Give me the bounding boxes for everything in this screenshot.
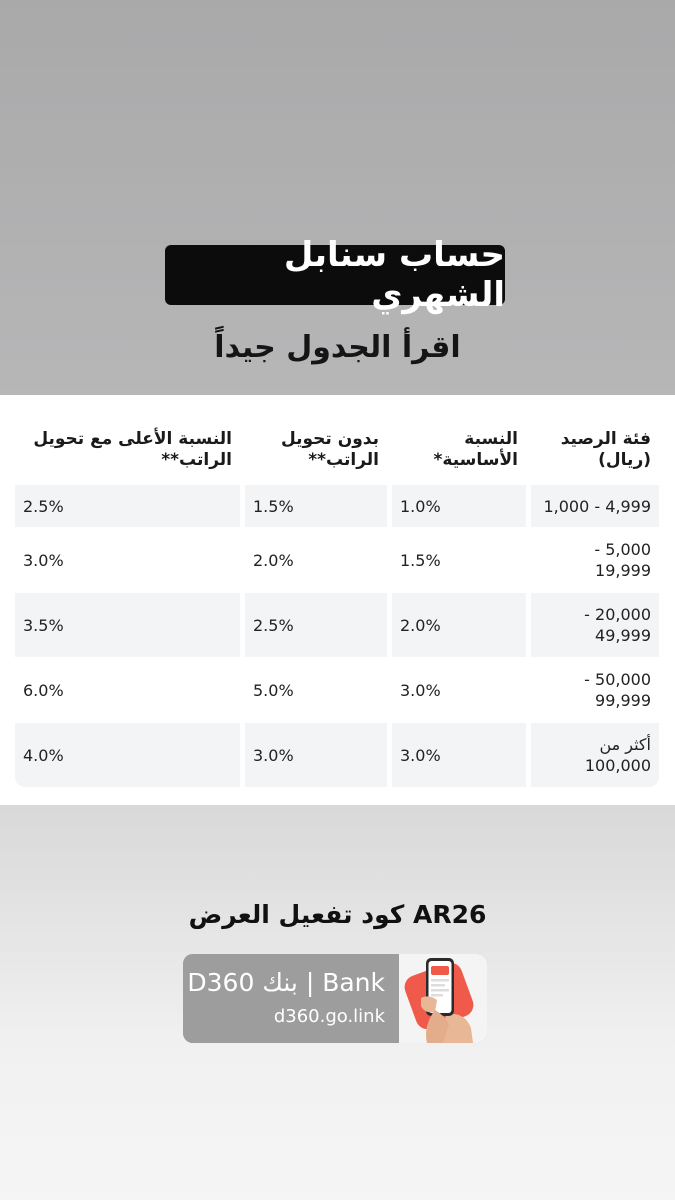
- banner-link[interactable]: d360.go.link: [273, 1006, 385, 1027]
- table-header-row: [15, 415, 659, 485]
- cell-with-salary: 4.0%: [23, 745, 64, 765]
- cell-base-rate: 3.0%: [400, 680, 441, 700]
- header-balance-range: فئة الرصيد (ريال): [560, 429, 651, 470]
- cell-without-salary: 5.0%: [253, 680, 294, 700]
- banner-text-area[interactable]: [183, 954, 399, 1043]
- page-subtitle: اقرأ الجدول جيداً: [214, 330, 461, 365]
- cell-without-salary: 2.5%: [253, 615, 294, 635]
- rates-table-panel: [0, 395, 675, 805]
- cell-with-salary: 3.0%: [23, 550, 64, 570]
- table-row: [15, 527, 659, 593]
- cell-without-salary: 2.0%: [253, 550, 294, 570]
- header-base-rate: النسبة الأساسية*: [433, 429, 518, 470]
- table-row: [15, 485, 659, 527]
- cell-with-salary: 2.5%: [23, 496, 64, 516]
- cell-with-salary: 3.5%: [23, 615, 64, 635]
- cell-without-salary: 1.5%: [253, 496, 294, 516]
- table-row: [15, 593, 659, 657]
- banner-title: D360 بنك | Bank: [187, 968, 385, 997]
- promo-label: كود تفعيل العرض: [188, 900, 405, 929]
- cell-base-rate: 3.0%: [400, 745, 441, 765]
- header-without-salary: بدون تحويل الراتب**: [280, 429, 379, 470]
- cell-without-salary: 3.0%: [253, 745, 294, 765]
- cell-base-rate: 2.0%: [400, 615, 441, 635]
- promo-code: AR26: [413, 900, 487, 929]
- page-title: حساب سنابل الشهري: [165, 245, 505, 305]
- header-with-salary: النسبة الأعلى مع تحويل الراتب**: [33, 429, 232, 470]
- promo-code-line: [0, 900, 675, 929]
- rates-table: [15, 415, 659, 787]
- cell-balance-range: 20,000 - 49,999: [584, 605, 651, 645]
- cell-balance-range: 50,000 - 99,999: [584, 670, 651, 710]
- cell-balance-range: 1,000 - 4,999: [543, 496, 651, 516]
- table-row: [15, 657, 659, 723]
- cell-with-salary: 6.0%: [23, 680, 64, 700]
- d360-bank-banner[interactable]: [183, 954, 487, 1043]
- cell-base-rate: 1.5%: [400, 550, 441, 570]
- phone-in-hand-icon: [399, 954, 487, 1043]
- cell-balance-range: 5,000 - 19,999: [594, 540, 651, 580]
- cell-balance-range: أكثر من 100,000: [584, 735, 651, 775]
- cell-base-rate: 1.0%: [400, 496, 441, 516]
- table-row: [15, 723, 659, 787]
